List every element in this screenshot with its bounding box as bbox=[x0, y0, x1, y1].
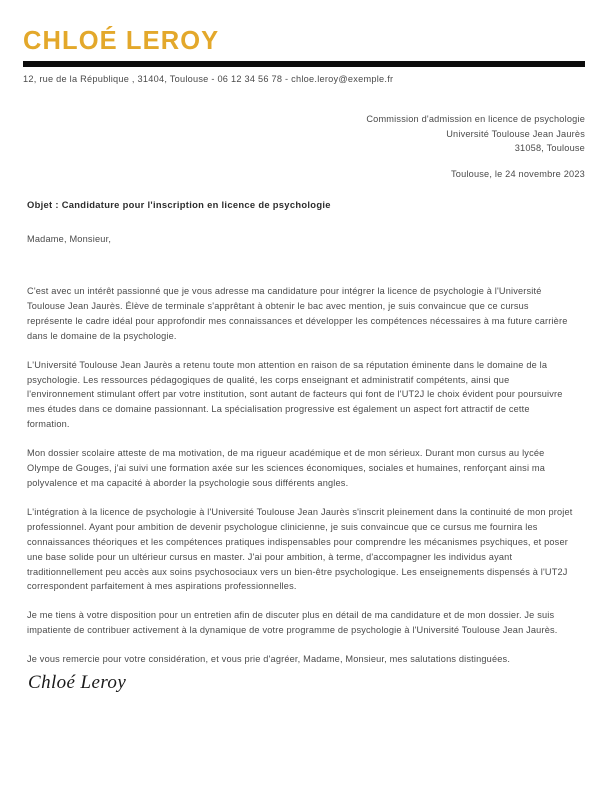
date-line: Toulouse, le 24 novembre 2023 bbox=[450, 169, 585, 179]
body-paragraph-2: L'Université Toulouse Jean Jaurès a retenu toute mon attention en raison de sa réputation éminente dans le domaine de la psychologie. Les ressources pédagogiques de qualité, les corps enseignant et administratif compétents, ainsi que l'environnement stimulant offert par votre institution, sont autant de facteurs qui font de l'UT2J le choix évident pour poursuivre mes études dans ce domaine passionnant. La spécialisation progressive est également un aspect fort attractif de cette formation. bbox=[27, 359, 563, 430]
salutation: Madame, Monsieur, bbox=[27, 234, 112, 244]
body-paragraph-6: Je vous remercie pour votre considération, et vous prie d'agréer, Madame, Monsieur, mes salutations distinguées. bbox=[27, 654, 511, 665]
body-paragraph-3: Mon dossier scolaire atteste de ma motivation, de ma rigueur académique et de mon sérieux. Durant mon cursus au lycée Olympe de Gouges, j'ai suivi une formation axée sur les sciences économiques, sociales et humaines, renforçant ainsi ma polyvalence et ma capacité à aborder la psychologie sous différents angles. bbox=[27, 448, 546, 488]
body-paragraph-1: C'est avec un intérêt passionné que je vous adresse ma candidature pour intégrer la licence de psychologie à l'Université Toulouse Jean Jaurès. Élève de terminale s'apprêtant à obtenir le bac avec mention, je suis convaincue que ce cursus représente le cadre idéal pour approfondir mes connaissances et développer les compétences nécessaires à ma future carrière dans le domaine de la psychologie. bbox=[27, 286, 568, 341]
recipient-institution: Université Toulouse Jean Jaurès bbox=[446, 128, 585, 139]
recipient-organization: Commission d'admission en licence de psychologie bbox=[366, 114, 585, 124]
body-paragraph-5: Je me tiens à votre disposition pour un entretien afin de discuter plus en détail de ma candidature et de mon dossier. Je suis impatiente de contribuer activement à la dynamique de votre programme de psychologie à l'Université Toulouse Jean Jaurès. bbox=[27, 610, 558, 636]
recipient-block bbox=[366, 112, 585, 156]
recipient-city: 31058, Toulouse bbox=[514, 143, 585, 154]
sender-contact-line: 12, rue de la République , 31404, Toulouse - 06 12 34 56 78 - chloe.leroy@exemple.fr bbox=[23, 73, 394, 84]
letterhead bbox=[23, 28, 585, 86]
subject-line: Objet : Candidature pour l'inscription en licence de psychologie bbox=[27, 199, 331, 210]
body-paragraph-4: L'intégration à la licence de psychologie à l'Université Toulouse Jean Jaurès s'inscrit pleinement dans la continuité de mon projet professionnel. Ayant pour ambition de devenir psychologue clinicienne, je suis convaincue que ce cursus me fournira les connaissances théoriques et les compétences pratiques indispensables pour comprendre les mécanismes psychiques, et poser une base solide pour un ultérieur cursus en master. J'ai pour ambition, à terme, d'accompagner les individus ayant traditionnellement peu accès aux soins psychosociaux vers un bien-être psychologique. Les enseignements dispensés à l'UT2J correspondent parfaitement à mes aspirations professionnelles. bbox=[27, 506, 573, 592]
sender-name-heading: CHLOÉ LEROY bbox=[23, 27, 220, 55]
signature: Chloé Leroy bbox=[28, 672, 127, 693]
header-divider-rule bbox=[23, 61, 585, 67]
letter-body bbox=[27, 284, 574, 667]
